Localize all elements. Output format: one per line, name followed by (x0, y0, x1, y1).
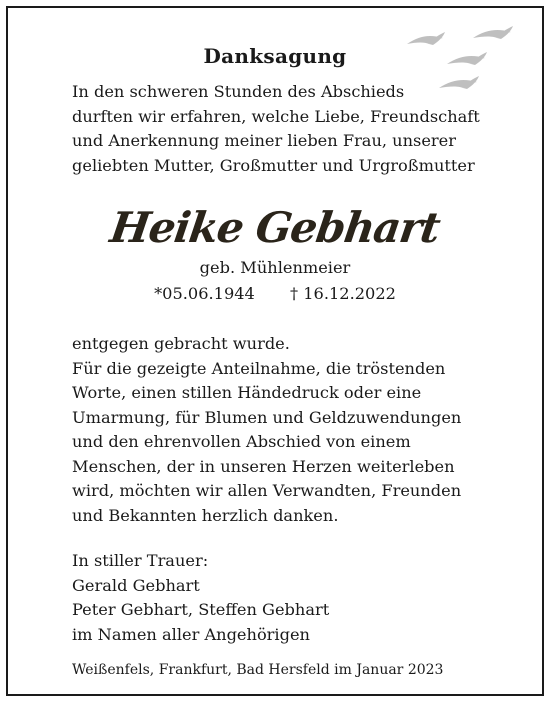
birth-date: *05.06.1944 (154, 284, 255, 303)
intro-line: In den schweren Stunden des Abschieds (72, 82, 405, 101)
life-dates (0, 284, 550, 303)
notice-title: Danksagung (203, 44, 347, 68)
closing-line: im Namen aller Angehörigen (72, 624, 310, 644)
closing-line: In stiller Trauer: (72, 551, 209, 570)
death-date: † 16.12.2022 (290, 284, 396, 303)
closing-line: Peter Gebhart, Steffen Gebhart (72, 600, 330, 619)
intro-line: geliebten Mutter, Großmutter und Urgroßmutter (72, 155, 475, 175)
closing-paragraph (72, 549, 512, 647)
body-line: Für die gezeigte Anteilnahme, die tröstenden (72, 358, 446, 378)
body-line: Umarmung, für Blumen und Geldzuwendungen (72, 407, 462, 427)
deceased-name-block (0, 196, 550, 256)
body-line: und den ehrenvollen Abschied von einem (72, 432, 411, 451)
place-date: Weißenfels, Frankfurt, Bad Hersfeld im Januar 2023 (72, 662, 444, 678)
intro-line: durften wir erfahren, welche Liebe, Freundschaft (72, 106, 480, 126)
deceased-name: Heike Gebhart (107, 202, 443, 252)
closing-line: Gerald Gebhart (72, 575, 200, 595)
intro-paragraph (72, 80, 512, 178)
body-line: entgegen gebracht wurde. (72, 334, 290, 353)
maiden-name: geb. Mühlenmeier (199, 258, 351, 277)
body-line: Worte, einen stillen Händedruck oder eine (72, 383, 422, 402)
body-line: und Bekannten herzlich danken. (72, 505, 339, 525)
intro-line: und Anerkennung meiner lieben Frau, unserer (72, 131, 456, 150)
body-line: wird, möchten wir allen Verwandten, Freunden (72, 481, 462, 500)
body-paragraph (72, 332, 512, 528)
body-line: Menschen, der in unseren Herzen weiterleben (72, 456, 455, 476)
